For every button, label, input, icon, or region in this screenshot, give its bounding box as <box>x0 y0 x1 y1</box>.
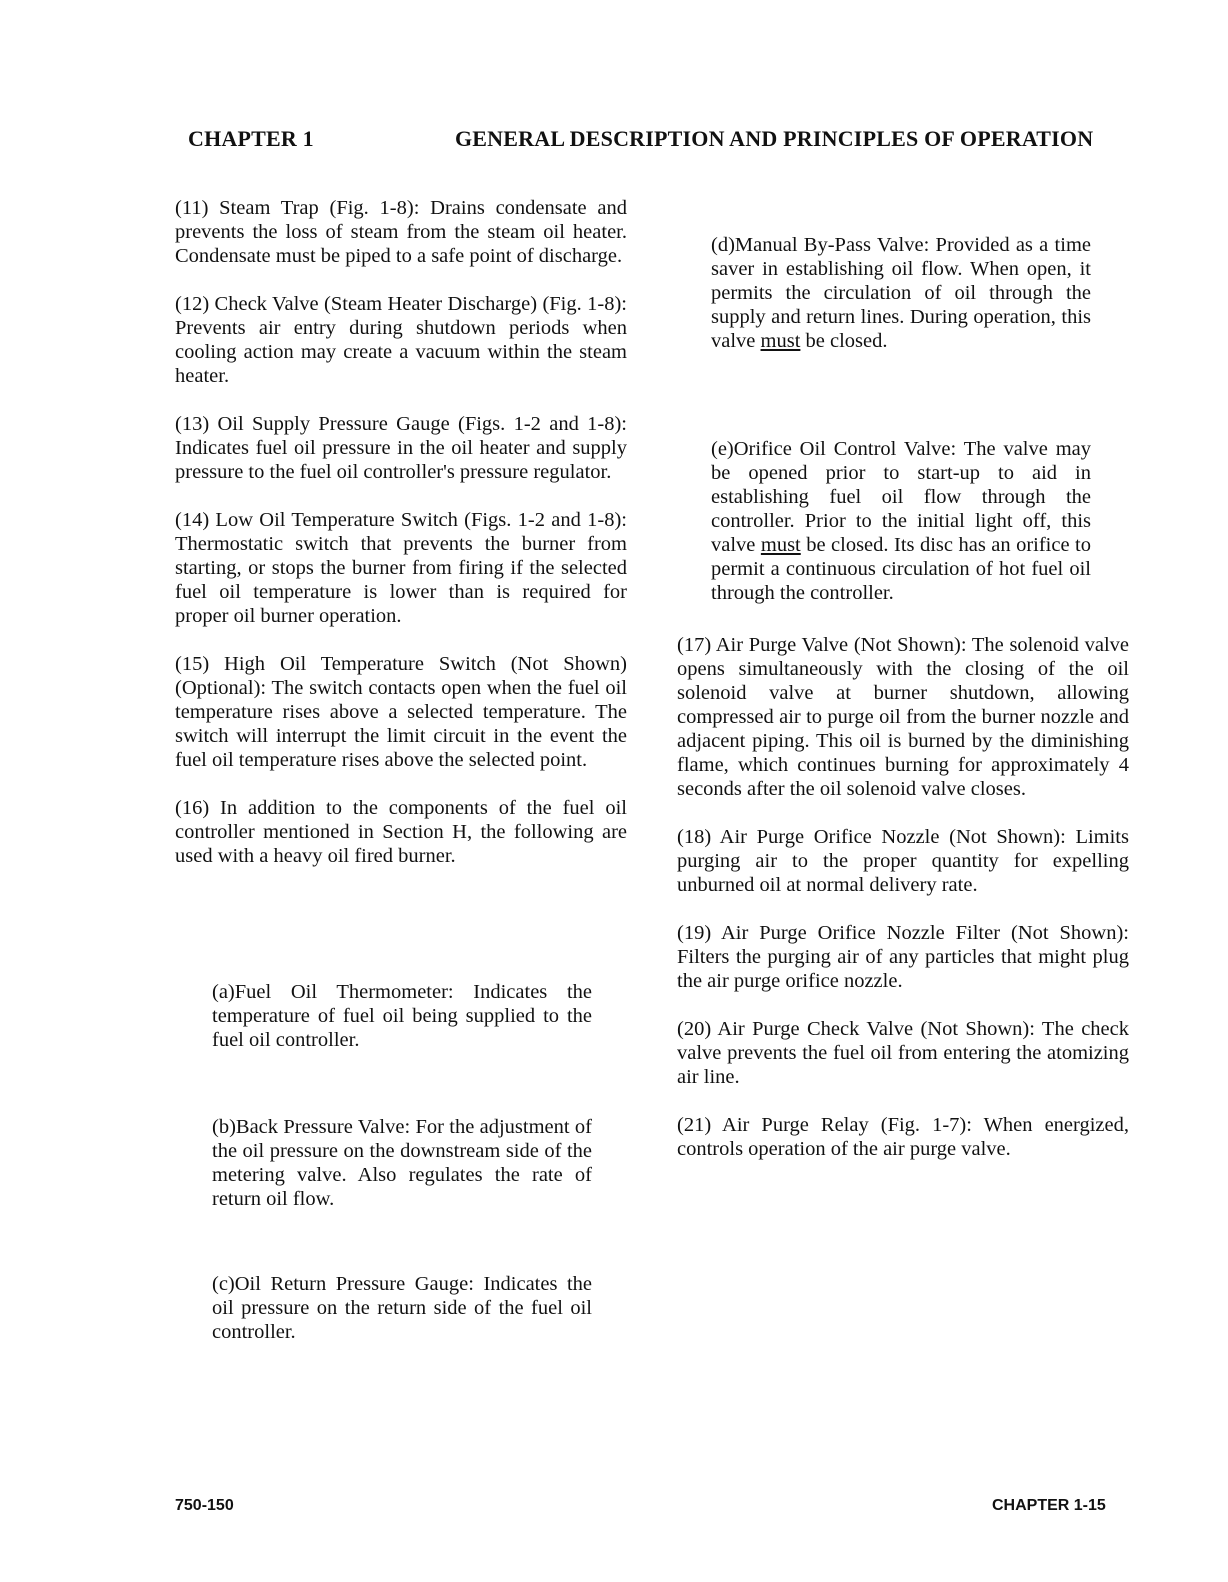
sub-b-back-pressure-valve: (b)Back Pressure Valve: For the adjustment of the oil pressure on the downstream side of the metering valve. Also regulates the rate of return oil flow. <box>212 1116 592 1210</box>
item-16-additional-components: (16) In addition to the components of the fuel oil controller mentioned in Section H, the following are used with a heavy oil fired burner. <box>175 797 627 867</box>
sub-d-text-end: be closed. <box>800 330 888 352</box>
sub-e-text: (e)Orifice Oil Control Valve: The valve may be opened prior to start-up to aid in establishing fuel oil flow through the controller. Prior to the initial light off, this valve <box>711 438 1091 556</box>
right-column <box>677 633 1129 1185</box>
item-12-check-valve: (12) Check Valve (Steam Heater Discharge) (Fig. 1-8): Prevents air entry during shutdown periods when cooling action may create a vacuum within the steam heater. <box>175 293 627 387</box>
sub-e-orifice-oil-control-valve <box>711 437 1091 605</box>
item-19-air-purge-nozzle-filter: (19) Air Purge Orifice Nozzle Filter (Not Shown): Filters the purging air of any particles that might plug the air purge orifice nozzle. <box>677 922 1129 992</box>
item-15-high-oil-temp-switch: (15) High Oil Temperature Switch (Not Shown) (Optional): The switch contacts open when the fuel oil temperature rises above a selected temperature. The switch will interrupt the limit circuit in the event the fuel oil temperature rises above the selected point. <box>175 653 627 771</box>
chapter-title: GENERAL DESCRIPTION AND PRINCIPLES OF OPERATION <box>455 126 1094 151</box>
sub-d-text: (d)Manual By-Pass Valve: Provided as a time saver in establishing oil flow. When open, it permits the circulation of oil through the supply and return lines. During operation, this valve <box>711 234 1091 352</box>
item-20-air-purge-check-valve: (20) Air Purge Check Valve (Not Shown): The check valve prevents the fuel oil from entering the atomizing air line. <box>677 1018 1129 1088</box>
sub-d-emphasis: must <box>760 330 801 352</box>
chapter-label: CHAPTER 1 <box>188 126 314 151</box>
left-column <box>175 196 627 892</box>
sub-e-emphasis: must <box>760 534 801 556</box>
item-14-low-oil-temp-switch: (14) Low Oil Temperature Switch (Figs. 1-2 and 1-8): Thermostatic switch that prevents the burner from starting, or stops the burner from firing if the selected fuel oil temperature is lower than is required for proper oil burner operation. <box>175 509 627 627</box>
doc-number: 750-150 <box>175 1497 234 1514</box>
sub-a-fuel-oil-thermometer: (a)Fuel Oil Thermometer: Indicates the temperature of fuel oil being supplied to the fuel oil controller. <box>212 981 592 1051</box>
item-13-oil-supply-gauge: (13) Oil Supply Pressure Gauge (Figs. 1-2 and 1-8): Indicates fuel oil pressure in the oil heater and supply pressure to the fuel oil controller's pressure regulator. <box>175 413 627 483</box>
sub-e-text-end: be closed. Its disc has an orifice to permit a continuous circulation of hot fuel oil through the controller. <box>711 534 1091 604</box>
sub-d-manual-bypass-valve <box>711 233 1091 353</box>
item-21-air-purge-relay: (21) Air Purge Relay (Fig. 1-7): When energized, controls operation of the air purge valve. <box>677 1114 1129 1160</box>
item-17-air-purge-valve: (17) Air Purge Valve (Not Shown): The solenoid valve opens simultaneously with the closing of the oil solenoid valve at burner shutdown, allowing compressed air to purge oil from the burner nozzle and adjacent piping. This oil is burned by the diminishing flame, which continues burning for approximately 4 seconds after the oil solenoid valve closes. <box>677 634 1129 800</box>
page-number: CHAPTER 1-15 <box>992 1497 1106 1514</box>
item-11-steam-trap: (11) Steam Trap (Fig. 1-8): Drains condensate and prevents the loss of steam from the steam oil heater. Condensate must be piped to a safe point of discharge. <box>175 197 627 267</box>
item-18-air-purge-orifice-nozzle: (18) Air Purge Orifice Nozzle (Not Shown): Limits purging air to the proper quantity for expelling unburned oil at normal delivery rate. <box>677 826 1129 896</box>
sub-c-oil-return-gauge: (c)Oil Return Pressure Gauge: Indicates the oil pressure on the return side of the fuel oil controller. <box>212 1273 592 1343</box>
